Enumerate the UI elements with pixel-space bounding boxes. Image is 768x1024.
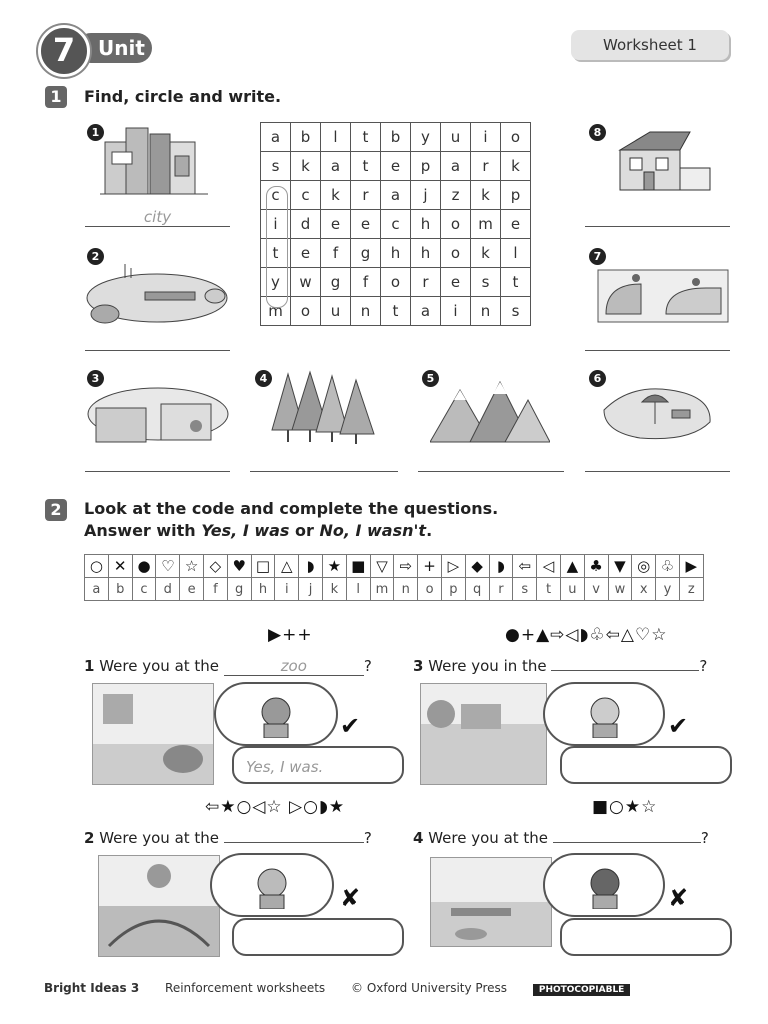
wordsearch-cell[interactable]: i (441, 297, 471, 326)
instruction-text: . (426, 521, 433, 540)
code-letter: c (132, 578, 156, 601)
question-mark: ? (363, 829, 372, 847)
code-letter: q (465, 578, 489, 601)
exercise-2-number: 2 (45, 499, 67, 521)
code-symbol: ▽ (370, 555, 394, 578)
code-symbol: ○ (85, 555, 109, 578)
wordsearch-cell[interactable]: h (381, 239, 411, 268)
wordsearch-cell[interactable]: e (351, 210, 381, 239)
wordsearch-cell[interactable]: n (351, 297, 381, 326)
code-letter: r (489, 578, 513, 601)
code-symbol: ▶ (679, 555, 703, 578)
question-blank-4[interactable] (553, 842, 701, 843)
wordsearch-cell[interactable]: c (291, 181, 321, 210)
exercise-2-title-line2 (84, 521, 432, 540)
question-mark: ? (700, 829, 709, 847)
wordsearch-cell[interactable]: a (381, 181, 411, 210)
footer-subtitle: Reinforcement worksheets (165, 981, 326, 995)
unit-badge (38, 25, 156, 69)
code-symbol: □ (251, 555, 275, 578)
wordsearch-cell[interactable]: c (261, 181, 291, 210)
forest-icon (270, 370, 378, 446)
wordsearch-cell[interactable]: s (501, 297, 531, 326)
code-string-4: ■○★☆ (592, 797, 658, 817)
code-symbol: ▷ (441, 555, 465, 578)
code-symbol: ✕ (108, 555, 132, 578)
photocopiable-badge: PHOTOCOPIABLE (533, 984, 630, 996)
wordsearch-cell[interactable]: n (471, 297, 501, 326)
code-letter: e (180, 578, 204, 601)
code-letter: o (418, 578, 442, 601)
boy-face-icon (585, 861, 625, 909)
tick-icon: ✔ (668, 712, 689, 740)
boy-face-icon (585, 690, 625, 738)
question-prefix: Were you at the (99, 829, 220, 847)
wordsearch-cell[interactable]: s (261, 152, 291, 181)
answer-line-7[interactable] (585, 350, 730, 351)
thought-bubble (543, 853, 665, 917)
code-letter: d (156, 578, 180, 601)
wordsearch-cell[interactable]: s (471, 268, 501, 297)
code-symbol: ◇ (203, 555, 227, 578)
wordsearch-cell[interactable]: t (501, 268, 531, 297)
question-blank-2[interactable] (224, 842, 364, 843)
thought-bubble (543, 682, 665, 746)
code-string-3: ●+▲⇨◁◗♧⇦△♡☆ (505, 625, 668, 645)
wordsearch-cell[interactable]: t (381, 297, 411, 326)
wordsearch-row (261, 210, 531, 239)
code-symbol: ♣ (584, 555, 608, 578)
zoo-scene-image (92, 683, 214, 785)
code-symbol: ■ (346, 555, 370, 578)
wordsearch-cell[interactable]: o (441, 239, 471, 268)
wordsearch-cell[interactable]: c (381, 210, 411, 239)
wordsearch-cell[interactable]: p (501, 181, 531, 210)
wordsearch-cell[interactable]: a (441, 152, 471, 181)
code-symbol: ★ (322, 555, 346, 578)
wordsearch-cell[interactable]: l (501, 239, 531, 268)
code-symbol: ⇨ (394, 555, 418, 578)
code-letter: s (513, 578, 537, 601)
wordsearch-cell[interactable]: i (261, 210, 291, 239)
picture-number: 5 (422, 370, 439, 387)
circled-word-city (266, 186, 288, 308)
wordsearch-row (261, 181, 531, 210)
wordsearch-cell[interactable]: o (501, 123, 531, 152)
question-blank-1[interactable]: zoo (224, 657, 364, 676)
wordsearch-cell[interactable]: e (501, 210, 531, 239)
speech-bubble-3[interactable] (560, 746, 732, 784)
beach-icon (600, 380, 715, 444)
wordsearch-cell[interactable]: e (291, 239, 321, 268)
code-letter: b (108, 578, 132, 601)
code-letter: p (441, 578, 465, 601)
wordsearch-cell[interactable]: u (321, 297, 351, 326)
code-symbol: ⇦ (513, 555, 537, 578)
code-symbol: ☆ (180, 555, 204, 578)
wordsearch-cell[interactable]: r (471, 152, 501, 181)
answer-line-4[interactable] (250, 471, 398, 472)
question-number: 1 (84, 657, 95, 675)
countryside-scene-image (420, 683, 547, 785)
question-prefix: Were you at the (99, 657, 220, 675)
code-symbol: ♡ (156, 555, 180, 578)
question-number: 2 (84, 829, 95, 847)
answer-line-3[interactable] (85, 471, 230, 472)
wordsearch-cell[interactable]: e (381, 152, 411, 181)
wordsearch-cell[interactable]: k (501, 152, 531, 181)
footer-title: Bright Ideas 3 (44, 981, 140, 995)
wordsearch-cell[interactable]: u (441, 123, 471, 152)
code-letter: z (679, 578, 703, 601)
code-symbol: ◗ (489, 555, 513, 578)
skatepark-scene-image (98, 855, 220, 957)
code-letter: v (584, 578, 608, 601)
wordsearch-cell[interactable]: r (411, 268, 441, 297)
question-prefix: Were you in the (428, 657, 547, 675)
picture-number: 3 (87, 370, 104, 387)
wordsearch-cell[interactable]: y (261, 268, 291, 297)
wordsearch-cell[interactable]: o (441, 210, 471, 239)
code-letter: u (560, 578, 584, 601)
wordsearch-cell[interactable]: b (291, 123, 321, 152)
question-prefix: Were you at the (428, 829, 549, 847)
code-string-2: ⇦★○◁☆ ▷○◗★ (205, 797, 346, 817)
wordsearch-row (261, 123, 531, 152)
answer-line-2[interactable] (85, 350, 230, 351)
wordsearch-cell[interactable]: l (321, 123, 351, 152)
wordsearch-cell[interactable]: t (351, 123, 381, 152)
code-letter: g (227, 578, 251, 601)
instruction-text: or (289, 521, 320, 540)
girl-face-icon (252, 861, 292, 909)
code-letter: i (275, 578, 299, 601)
answer-text-1: city (143, 208, 172, 226)
exercise-1-number: 1 (45, 86, 67, 108)
wordsearch-cell[interactable]: b (381, 123, 411, 152)
picture-number: 7 (589, 248, 606, 265)
question-1 (84, 657, 372, 676)
instruction-text: Answer with (84, 521, 202, 540)
wordsearch-cell[interactable]: g (321, 268, 351, 297)
question-4 (413, 829, 709, 847)
wordsearch-cell[interactable]: g (351, 239, 381, 268)
picture-number: 8 (589, 124, 606, 141)
code-letter: t (537, 578, 561, 601)
thought-bubble (210, 853, 334, 917)
code-letter: a (85, 578, 109, 601)
wordsearch-cell[interactable]: o (381, 268, 411, 297)
speech-bubble-1[interactable] (232, 746, 404, 784)
wordsearch-row (261, 239, 531, 268)
picture-number: 4 (255, 370, 272, 387)
worksheet-label: Worksheet 1 (571, 30, 729, 60)
question-number: 3 (413, 657, 424, 675)
cross-icon: ✘ (340, 884, 361, 912)
cross-icon: ✘ (668, 884, 689, 912)
question-blank-3[interactable] (551, 670, 699, 671)
code-letter: n (394, 578, 418, 601)
code-symbol: ▼ (608, 555, 632, 578)
code-string-1: ▶++ (268, 625, 313, 645)
wordsearch-row (261, 268, 531, 297)
city-icon (100, 124, 210, 202)
question-2 (84, 829, 372, 847)
wordsearch-cell[interactable]: t (261, 239, 291, 268)
mountains-icon (430, 376, 550, 446)
code-letter: m (370, 578, 394, 601)
wordsearch-cell[interactable]: e (321, 210, 351, 239)
wordsearch-cell[interactable]: m (471, 210, 501, 239)
code-letter: f (203, 578, 227, 601)
wordsearch-cell[interactable]: t (351, 152, 381, 181)
exercise-2-title-line1: Look at the code and complete the questions. (84, 499, 499, 518)
wordsearch-cell[interactable]: k (471, 239, 501, 268)
wordsearch-row (261, 152, 531, 181)
skatepark-icon (596, 264, 731, 326)
wordsearch-cell[interactable]: k (471, 181, 501, 210)
wordsearch-cell[interactable]: k (291, 152, 321, 181)
code-symbol: ◎ (632, 555, 656, 578)
wordsearch-cell[interactable]: i (471, 123, 501, 152)
code-symbol: △ (275, 555, 299, 578)
unit-label: Unit (76, 33, 152, 63)
code-letter: h (251, 578, 275, 601)
wordsearch-cell[interactable]: m (261, 297, 291, 326)
code-symbol: ♥ (227, 555, 251, 578)
answer-line-1[interactable] (85, 226, 230, 227)
code-symbol: ◗ (299, 555, 323, 578)
code-letter: l (346, 578, 370, 601)
code-letter: j (299, 578, 323, 601)
wordsearch-row (261, 297, 531, 326)
picture-number: 1 (87, 124, 104, 141)
no-phrase: No, I wasn't (319, 521, 427, 540)
footer-copyright: © Oxford University Press (351, 981, 508, 995)
code-letters-row (85, 578, 704, 601)
answer-line-5[interactable] (418, 471, 564, 472)
speech-bubble-4[interactable] (560, 918, 732, 956)
lake-scene-image (430, 857, 552, 947)
home-icon (610, 128, 720, 198)
girl-face-icon (256, 690, 296, 738)
code-letter: w (608, 578, 632, 601)
wordsearch-cell[interactable]: f (351, 268, 381, 297)
wordsearch-cell[interactable]: h (411, 210, 441, 239)
code-symbol: ● (132, 555, 156, 578)
wordsearch-cell[interactable]: w (291, 268, 321, 297)
zoo-icon (86, 378, 231, 446)
wordsearch-cell[interactable]: p (411, 152, 441, 181)
code-letter: y (656, 578, 680, 601)
code-symbols-row (85, 555, 704, 578)
code-symbol: ▲ (560, 555, 584, 578)
unit-number: 7 (38, 25, 90, 77)
code-symbol: ◆ (465, 555, 489, 578)
picture-number: 6 (589, 370, 606, 387)
wordsearch-cell[interactable]: r (351, 181, 381, 210)
exercise-1-title: Find, circle and write. (84, 87, 282, 106)
wordsearch-grid[interactable] (260, 122, 531, 326)
picture-number: 2 (87, 248, 104, 265)
question-number: 4 (413, 829, 424, 847)
yes-phrase: Yes, I was (201, 521, 290, 540)
speech-bubble-2[interactable] (232, 918, 404, 956)
wordsearch-cell[interactable]: j (411, 181, 441, 210)
wordsearch-cell[interactable]: f (321, 239, 351, 268)
answer-line-8[interactable] (585, 226, 730, 227)
wordsearch-cell[interactable]: a (321, 152, 351, 181)
question-3 (413, 657, 707, 675)
code-symbol: ♧ (656, 555, 680, 578)
code-symbol: ◁ (537, 555, 561, 578)
code-symbol: + (418, 555, 442, 578)
wordsearch-cell[interactable]: d (291, 210, 321, 239)
answer-line-6[interactable] (585, 471, 730, 472)
wordsearch-cell[interactable]: y (411, 123, 441, 152)
lake-icon (85, 258, 230, 328)
thought-bubble (214, 682, 338, 746)
code-letter: x (632, 578, 656, 601)
question-mark: ? (699, 657, 708, 675)
answer-text-q1: Yes, I was. (246, 758, 324, 776)
question-mark: ? (363, 657, 372, 675)
wordsearch-cell[interactable]: a (411, 297, 441, 326)
tick-icon: ✔ (340, 712, 361, 740)
wordsearch-cell[interactable]: a (261, 123, 291, 152)
wordsearch-cell[interactable]: h (411, 239, 441, 268)
code-letter: k (322, 578, 346, 601)
wordsearch-cell[interactable]: e (441, 268, 471, 297)
wordsearch-cell[interactable]: k (321, 181, 351, 210)
wordsearch-cell[interactable]: z (441, 181, 471, 210)
wordsearch-cell[interactable]: o (291, 297, 321, 326)
footer (44, 981, 744, 995)
code-key-table (84, 554, 704, 601)
